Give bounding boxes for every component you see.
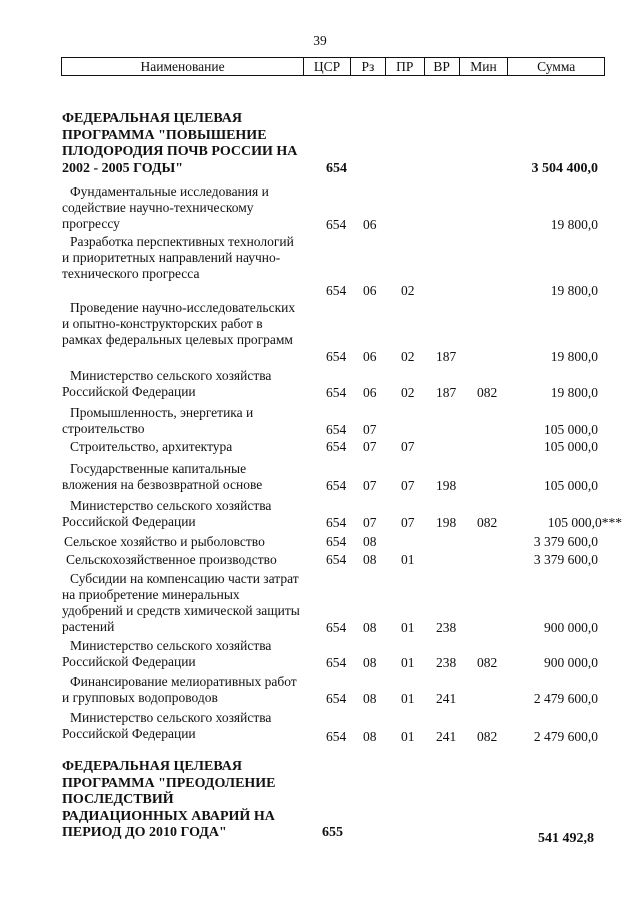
row-csr: 654	[326, 217, 347, 232]
row-vr: 198	[436, 478, 457, 493]
row-rz: 08	[363, 691, 377, 706]
row-rz: 08	[363, 655, 377, 670]
header-sum: Сумма	[537, 59, 576, 74]
row-rz: 06	[363, 349, 377, 364]
row-csr: 654	[326, 691, 347, 706]
row-sum: 105 000,0	[544, 478, 598, 493]
row-rz: 07	[363, 422, 377, 437]
row-sum: 3 379 600,0	[533, 552, 598, 567]
header-pr: ПР	[386, 58, 425, 75]
row-sum: 105 000,0	[544, 439, 598, 454]
row-min: 082	[477, 655, 498, 670]
row-pr: 01	[401, 552, 415, 567]
row-csr: 654	[326, 349, 347, 364]
row-rz: 08	[363, 552, 377, 567]
row-csr: 654	[326, 478, 347, 493]
row-name: Проведение научно-исследовательских и опытно-конструкторских работ в рамках федеральных целевых программ	[62, 300, 296, 347]
row-csr: 654	[326, 283, 347, 298]
row-name: Государственные капитальные вложения на безвозвратной основе	[62, 461, 263, 492]
row-rz: 07	[363, 515, 377, 530]
row-sum: 3 504 400,0	[531, 161, 598, 176]
row-name: Сельское хозяйство и рыболовство	[64, 534, 265, 549]
row-csr: 655	[322, 825, 343, 840]
row-csr: 654	[326, 161, 347, 176]
row-pr: 01	[401, 655, 415, 670]
row-rz: 06	[363, 283, 377, 298]
row-csr: 654	[326, 620, 347, 635]
header-name: Наименование	[62, 58, 304, 75]
row-sum: 19 800,0	[550, 283, 598, 298]
row-min: 082	[477, 515, 498, 530]
row-pr: 07	[401, 515, 415, 530]
row-name: Министерство сельского хозяйства Российской Федерации	[62, 498, 272, 529]
page-number: 39	[313, 33, 327, 48]
row-sum: 541 492,8	[538, 831, 594, 846]
row-rz: 08	[363, 729, 377, 744]
row-name: ФЕДЕРАЛЬНАЯ ЦЕЛЕВАЯ ПРОГРАММА "ПОВЫШЕНИЕ ПЛОДОРОДИЯ ПОЧВ РОССИИ НА 2002 - 2005 ГОДЫ"	[62, 111, 298, 176]
header-csr: ЦСР	[304, 58, 351, 75]
row-name: Разработка перспективных технологий и приоритетных направлений научно-технического прогресса	[62, 234, 294, 281]
header-min: Мин	[460, 58, 509, 75]
row-sum: 900 000,0	[544, 620, 598, 635]
row-vr: 241	[436, 691, 457, 706]
row-rz: 07	[363, 439, 377, 454]
row-csr: 654	[326, 385, 347, 400]
row-rz: 07	[363, 478, 377, 493]
row-pr: 02	[401, 283, 415, 298]
header-rz: Рз	[351, 58, 386, 75]
row-pr: 02	[401, 349, 415, 364]
row-name: Финансирование мелиоративных работ и групповых водопроводов	[62, 674, 297, 705]
row-sum: 105 000,0***	[547, 515, 622, 530]
row-pr: 01	[401, 620, 415, 635]
row-vr: 187	[436, 349, 457, 364]
row-csr: 654	[326, 534, 347, 549]
row-csr: 654	[326, 729, 347, 744]
row-sum: 3 379 600,0	[533, 534, 598, 549]
row-min: 082	[477, 385, 498, 400]
row-name: Субсидии на компенсацию части затрат на приобретение минеральных удобрений и средств химической защиты растений	[62, 571, 300, 634]
row-name: ФЕДЕРАЛЬНАЯ ЦЕЛЕВАЯ ПРОГРАММА "ПРЕОДОЛЕНИЕ ПОСЛЕДСТВИЙ РАДИАЦИОННЫХ АВАРИЙ НА ПЕРИОД ДО 2010 ГОДА"	[62, 759, 276, 840]
row-pr: 01	[401, 729, 415, 744]
row-name: Промышленность, энергетика и строительство	[62, 405, 254, 436]
row-csr: 654	[326, 552, 347, 567]
row-name: Сельскохозяйственное производство	[66, 552, 277, 567]
row-rz: 08	[363, 620, 377, 635]
row-sum: 105 000,0	[544, 422, 598, 437]
row-vr: 238	[436, 620, 457, 635]
row-sum: 2 479 600,0	[533, 729, 598, 744]
row-name: Фундаментальные исследования и содействие научно-техническому прогрессу	[62, 184, 269, 231]
row-rz: 06	[363, 217, 377, 232]
row-vr: 198	[436, 515, 457, 530]
row-rz: 08	[363, 534, 377, 549]
row-vr: 187	[436, 385, 457, 400]
table-header	[61, 57, 605, 76]
row-sum: 2 479 600,0	[533, 691, 598, 706]
row-rz: 06	[363, 385, 377, 400]
row-csr: 654	[326, 422, 347, 437]
row-vr: 241	[436, 729, 457, 744]
row-name: Министерство сельского хозяйства Российской Федерации	[62, 638, 272, 669]
row-name: Строительство, архитектура	[70, 439, 233, 454]
row-sum: 19 800,0	[550, 217, 598, 232]
row-pr: 02	[401, 385, 415, 400]
row-pr: 07	[401, 439, 415, 454]
row-min: 082	[477, 729, 498, 744]
row-sum: 900 000,0	[544, 655, 598, 670]
row-sum: 19 800,0	[550, 385, 598, 400]
row-pr: 01	[401, 691, 415, 706]
row-csr: 654	[326, 439, 347, 454]
row-csr: 654	[326, 655, 347, 670]
header-vr: ВР	[425, 58, 460, 75]
row-pr: 07	[401, 478, 415, 493]
row-csr: 654	[326, 515, 347, 530]
row-sum: 19 800,0	[550, 349, 598, 364]
row-name: Министерство сельского хозяйства Российской Федерации	[62, 710, 272, 741]
row-name: Министерство сельского хозяйства Российской Федерации	[62, 368, 272, 399]
row-vr: 238	[436, 655, 457, 670]
